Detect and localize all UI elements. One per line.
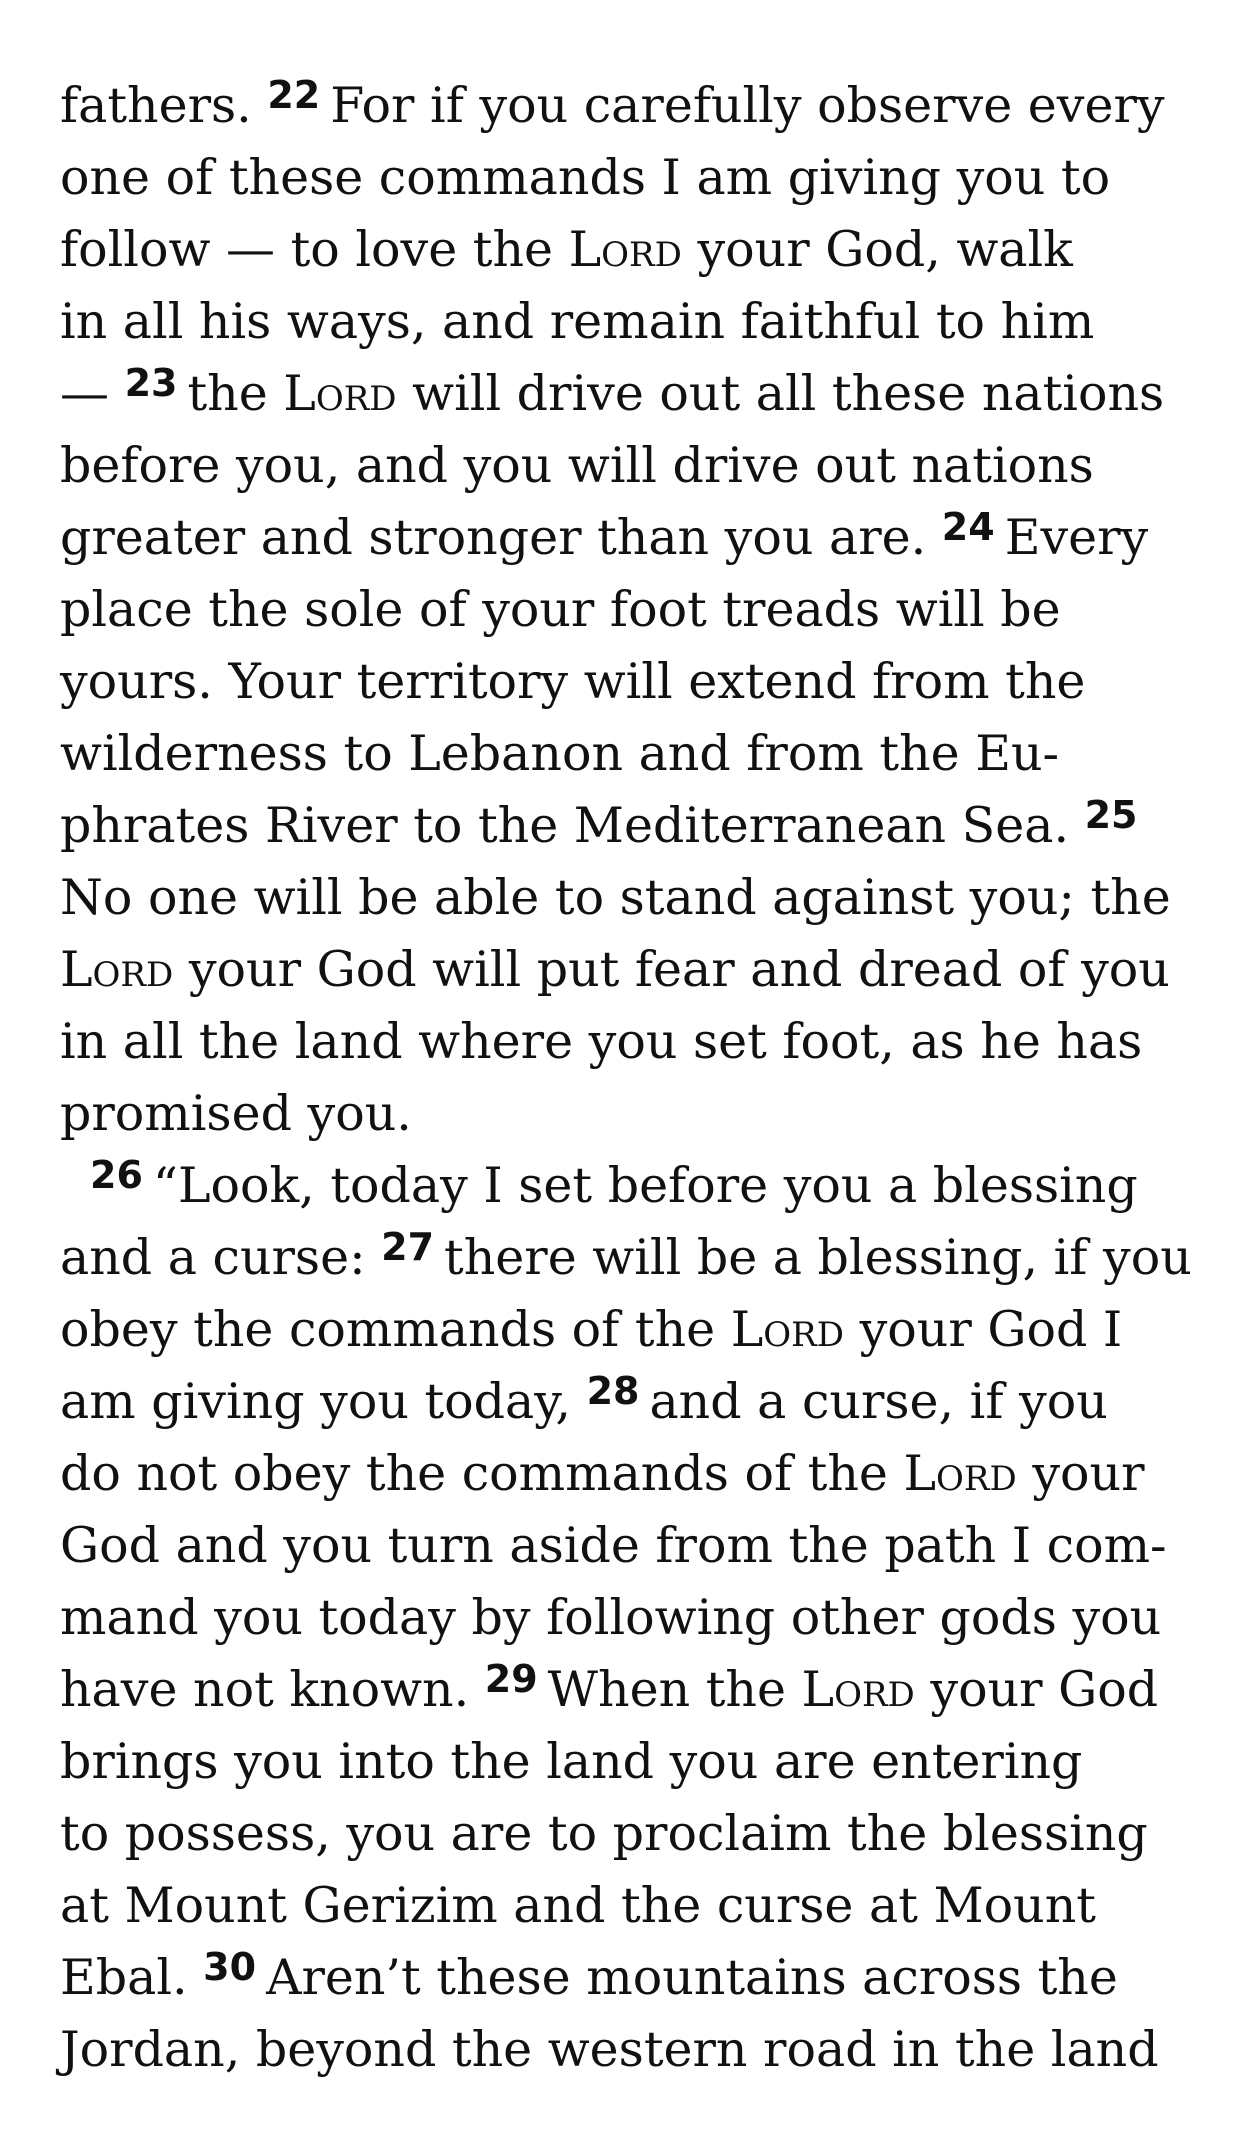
text-line <box>60 1438 1200 1510</box>
text-segment: your <box>1016 1445 1145 1502</box>
text-segment: before you, and you will drive out nations <box>60 437 1094 494</box>
text-segment: phrates River to the Mediterranean Sea. <box>60 797 1085 854</box>
text-segment: one of these commands I am giving you to <box>60 149 1111 206</box>
divine-name: Lord <box>730 1301 844 1358</box>
text-segment: Ebal. <box>60 1949 204 2006</box>
text-segment: your God <box>914 1661 1159 1718</box>
text-segment: and a curse, if you <box>649 1373 1108 1430</box>
verse-number: 30 <box>203 1945 257 1989</box>
text-line <box>60 1078 1200 1150</box>
text-line <box>60 286 1200 358</box>
verse-number: 29 <box>484 1657 538 1701</box>
text-line <box>60 1942 1200 2014</box>
text-segment: there will be a blessing, if you <box>444 1229 1192 1286</box>
text-segment: have not known. <box>60 1661 485 1718</box>
text-segment: yours. Your territory will extend from the <box>60 653 1086 710</box>
text-segment: God and you turn aside from the path I com- <box>60 1517 1167 1574</box>
text-segment: mand you today by following other gods you <box>60 1589 1162 1646</box>
scripture-text <box>60 70 1200 2086</box>
text-segment: follow — to love the <box>60 221 569 278</box>
text-line <box>60 214 1200 286</box>
text-segment: obey the commands of the <box>60 1301 731 1358</box>
text-segment: greater and stronger than you are. <box>60 509 942 566</box>
verse-number: 23 <box>124 361 178 405</box>
text-segment: brings you into the land you are entering <box>60 1733 1083 1790</box>
text-line <box>60 430 1200 502</box>
text-segment: wilderness to Lebanon and from the Eu- <box>60 725 1060 782</box>
text-line <box>60 790 1200 862</box>
text-segment: will drive out all these nations <box>396 365 1165 422</box>
text-segment: When the <box>547 1661 802 1718</box>
text-line <box>60 1006 1200 1078</box>
text-segment: fathers. <box>60 77 268 134</box>
text-segment: the <box>187 365 284 422</box>
text-line <box>60 574 1200 646</box>
divine-name: Lord <box>60 941 174 998</box>
verse-number: 22 <box>267 73 321 117</box>
text-segment: in all his ways, and remain faithful to him <box>60 293 1095 350</box>
text-line <box>60 1870 1200 1942</box>
text-line <box>60 1654 1200 1726</box>
text-segment: to possess, you are to proclaim the blessing <box>60 1805 1148 1862</box>
text-segment: Aren’t these mountains across the <box>266 1949 1118 2006</box>
verse-number: 26 <box>90 1153 143 1197</box>
text-segment: Every <box>1004 509 1149 566</box>
verse-number: 24 <box>941 505 995 549</box>
text-line <box>60 358 1200 430</box>
text-segment: your God I <box>844 1301 1123 1358</box>
text-segment: at Mount Gerizim and the curse at Mount <box>60 1877 1096 1934</box>
text-line <box>60 142 1200 214</box>
text-line <box>60 1150 1200 1222</box>
text-line <box>60 1726 1200 1798</box>
text-segment: — <box>60 365 125 422</box>
text-segment: and a curse: <box>60 1229 382 1286</box>
verse-number: 28 <box>586 1369 640 1413</box>
divine-name: Lord <box>283 365 397 422</box>
text-segment: promised you. <box>60 1085 412 1142</box>
text-line <box>60 1798 1200 1870</box>
text-line <box>60 502 1200 574</box>
divine-name: Lord <box>568 221 682 278</box>
text-segment: No one will be able to stand against you; the <box>60 869 1171 926</box>
text-line <box>60 646 1200 718</box>
text-segment: place the sole of your foot treads will be <box>60 581 1061 638</box>
text-segment: am giving you today, <box>60 1373 587 1430</box>
text-line <box>60 2014 1200 2086</box>
text-line <box>60 934 1200 1006</box>
text-segment: For if you carefully observe every <box>330 77 1165 134</box>
text-segment: in all the land where you set foot, as he has <box>60 1013 1143 1070</box>
text-segment: your God will put fear and dread of you <box>173 941 1170 998</box>
text-line <box>60 1582 1200 1654</box>
text-line <box>60 1510 1200 1582</box>
text-line <box>60 718 1200 790</box>
text-line <box>60 862 1200 934</box>
verse-number: 27 <box>381 1225 435 1269</box>
text-segment: your God, walk <box>681 221 1073 278</box>
text-line <box>60 1222 1200 1294</box>
text-segment: “Look, today I set before you a blessing <box>152 1157 1138 1214</box>
text-line <box>60 70 1200 142</box>
divine-name: Lord <box>903 1445 1017 1502</box>
verse-number: 25 <box>1084 793 1138 837</box>
text-segment: Jordan, beyond the western road in the land <box>60 2021 1159 2078</box>
text-segment: do not obey the commands of the <box>60 1445 904 1502</box>
text-line <box>60 1294 1200 1366</box>
text-line <box>60 1366 1200 1438</box>
divine-name: Lord <box>801 1661 915 1718</box>
